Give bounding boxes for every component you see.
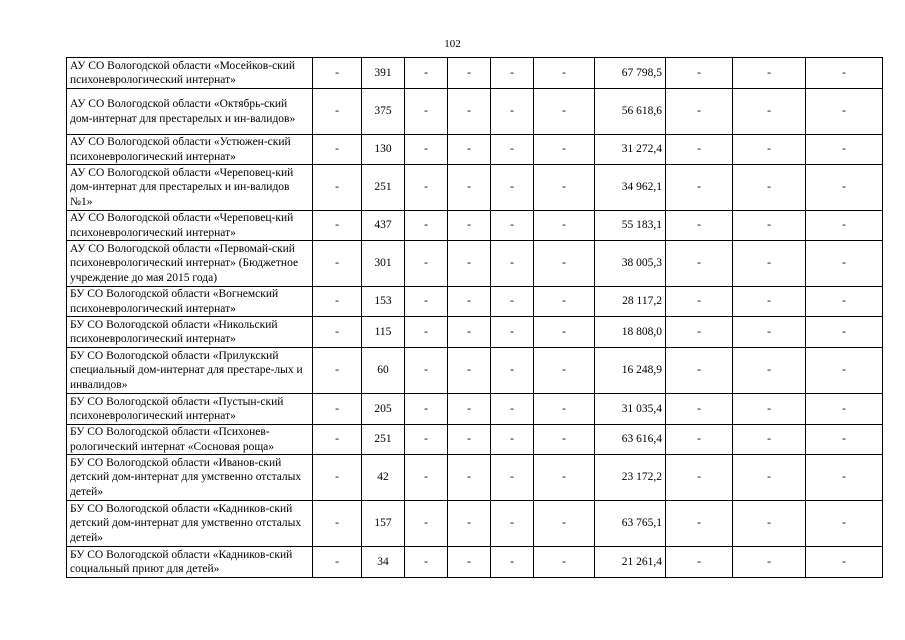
- empty-cell: -: [806, 455, 883, 501]
- empty-cell: -: [491, 455, 534, 501]
- empty-cell: -: [534, 58, 595, 89]
- table-row: [67, 547, 883, 578]
- empty-cell: -: [534, 317, 595, 348]
- empty-cell: -: [806, 501, 883, 547]
- institution-name-cell: АУ СО Вологодской области «Октябрь-ский дом-интернат для престарелых и ин-валидов»: [67, 89, 313, 135]
- institution-name-cell: АУ СО Вологодской области «Череповец-кий дом-интернат для престарелых и ин-валидов №1»: [67, 165, 313, 211]
- empty-cell: -: [666, 547, 733, 578]
- empty-cell: -: [448, 165, 491, 211]
- empty-cell: -: [666, 241, 733, 287]
- empty-cell: -: [534, 425, 595, 455]
- empty-cell: -: [666, 89, 733, 135]
- institution-name-cell: АУ СО Вологодской области «Первомай-ский психоневрологический интернат» (Бюджетное учреждение до мая 2015 года): [67, 241, 313, 287]
- table-row: [67, 394, 883, 425]
- amount-cell: 28 117,2: [595, 287, 666, 317]
- amount-cell: 31 272,4: [595, 135, 666, 165]
- empty-cell: -: [448, 241, 491, 287]
- amount-cell: 55 183,1: [595, 211, 666, 241]
- capacity-cell: 130: [362, 135, 405, 165]
- amount-cell: 63 765,1: [595, 501, 666, 547]
- empty-cell: -: [405, 501, 448, 547]
- table-row: [67, 89, 883, 135]
- empty-cell: -: [405, 317, 448, 348]
- empty-cell: -: [666, 348, 733, 394]
- empty-cell: -: [313, 425, 362, 455]
- empty-cell: -: [313, 394, 362, 425]
- empty-cell: -: [405, 455, 448, 501]
- empty-cell: -: [405, 348, 448, 394]
- empty-cell: -: [666, 135, 733, 165]
- table-row: [67, 211, 883, 241]
- table-row: [67, 241, 883, 287]
- empty-cell: -: [313, 501, 362, 547]
- empty-cell: -: [491, 394, 534, 425]
- empty-cell: -: [491, 165, 534, 211]
- empty-cell: -: [491, 317, 534, 348]
- empty-cell: -: [448, 394, 491, 425]
- empty-cell: -: [666, 211, 733, 241]
- amount-cell: 16 248,9: [595, 348, 666, 394]
- institution-name-cell: АУ СО Вологодской области «Мосейков-ский психоневрологический интернат»: [67, 58, 313, 89]
- empty-cell: -: [733, 348, 806, 394]
- empty-cell: -: [405, 211, 448, 241]
- empty-cell: -: [405, 135, 448, 165]
- amount-cell: 34 962,1: [595, 165, 666, 211]
- empty-cell: -: [666, 58, 733, 89]
- institution-name-cell: БУ СО Вологодской области «Никольский психоневрологический интернат»: [67, 317, 313, 348]
- empty-cell: -: [733, 501, 806, 547]
- empty-cell: -: [448, 425, 491, 455]
- capacity-cell: 251: [362, 425, 405, 455]
- empty-cell: -: [733, 394, 806, 425]
- institution-name-cell: АУ СО Вологодской области «Череповец-кий психоневрологический интернат»: [67, 211, 313, 241]
- empty-cell: -: [405, 287, 448, 317]
- empty-cell: -: [405, 89, 448, 135]
- capacity-cell: 60: [362, 348, 405, 394]
- empty-cell: -: [405, 394, 448, 425]
- empty-cell: -: [806, 135, 883, 165]
- empty-cell: -: [666, 394, 733, 425]
- empty-cell: -: [534, 165, 595, 211]
- empty-cell: -: [534, 394, 595, 425]
- empty-cell: -: [448, 58, 491, 89]
- table-row: [67, 425, 883, 455]
- capacity-cell: 205: [362, 394, 405, 425]
- empty-cell: -: [448, 89, 491, 135]
- capacity-cell: 115: [362, 317, 405, 348]
- empty-cell: -: [806, 211, 883, 241]
- empty-cell: -: [733, 135, 806, 165]
- empty-cell: -: [448, 211, 491, 241]
- empty-cell: -: [806, 287, 883, 317]
- empty-cell: -: [806, 58, 883, 89]
- empty-cell: -: [313, 317, 362, 348]
- empty-cell: -: [448, 501, 491, 547]
- empty-cell: -: [534, 211, 595, 241]
- empty-cell: -: [666, 455, 733, 501]
- empty-cell: -: [733, 317, 806, 348]
- empty-cell: -: [534, 135, 595, 165]
- empty-cell: -: [666, 317, 733, 348]
- empty-cell: -: [313, 135, 362, 165]
- empty-cell: -: [666, 425, 733, 455]
- empty-cell: -: [448, 135, 491, 165]
- empty-cell: -: [491, 58, 534, 89]
- institution-name-cell: БУ СО Вологодской области «Вогнемский психоневрологический интернат»: [67, 287, 313, 317]
- amount-cell: 21 261,4: [595, 547, 666, 578]
- page-number: 102: [444, 38, 461, 50]
- empty-cell: -: [313, 287, 362, 317]
- empty-cell: -: [405, 241, 448, 287]
- capacity-cell: 42: [362, 455, 405, 501]
- institutions-table: [66, 57, 883, 578]
- empty-cell: -: [666, 501, 733, 547]
- amount-cell: 67 798,5: [595, 58, 666, 89]
- empty-cell: -: [491, 89, 534, 135]
- empty-cell: -: [733, 547, 806, 578]
- empty-cell: -: [534, 348, 595, 394]
- amount-cell: 18 808,0: [595, 317, 666, 348]
- empty-cell: -: [448, 455, 491, 501]
- amount-cell: 38 005,3: [595, 241, 666, 287]
- table-row: [67, 165, 883, 211]
- capacity-cell: 153: [362, 287, 405, 317]
- empty-cell: -: [806, 547, 883, 578]
- empty-cell: -: [491, 547, 534, 578]
- empty-cell: -: [491, 135, 534, 165]
- empty-cell: -: [666, 165, 733, 211]
- empty-cell: -: [534, 287, 595, 317]
- empty-cell: -: [313, 211, 362, 241]
- empty-cell: -: [405, 58, 448, 89]
- empty-cell: -: [534, 455, 595, 501]
- capacity-cell: 391: [362, 58, 405, 89]
- empty-cell: -: [806, 317, 883, 348]
- table-row: [67, 317, 883, 348]
- empty-cell: -: [733, 211, 806, 241]
- empty-cell: -: [405, 425, 448, 455]
- empty-cell: -: [733, 287, 806, 317]
- empty-cell: -: [313, 348, 362, 394]
- institution-name-cell: АУ СО Вологодской области «Устюжен-ский психоневрологический интернат»: [67, 135, 313, 165]
- empty-cell: -: [448, 317, 491, 348]
- empty-cell: -: [313, 89, 362, 135]
- capacity-cell: 437: [362, 211, 405, 241]
- empty-cell: -: [313, 455, 362, 501]
- capacity-cell: 375: [362, 89, 405, 135]
- empty-cell: -: [733, 241, 806, 287]
- empty-cell: -: [733, 165, 806, 211]
- empty-cell: -: [491, 348, 534, 394]
- empty-cell: -: [313, 58, 362, 89]
- empty-cell: -: [806, 394, 883, 425]
- empty-cell: -: [405, 165, 448, 211]
- empty-cell: -: [491, 211, 534, 241]
- empty-cell: -: [448, 287, 491, 317]
- table-row: [67, 135, 883, 165]
- empty-cell: -: [806, 348, 883, 394]
- empty-cell: -: [534, 89, 595, 135]
- table-row: [67, 348, 883, 394]
- table-row: [67, 287, 883, 317]
- amount-cell: 63 616,4: [595, 425, 666, 455]
- table-body: [67, 58, 883, 578]
- institution-name-cell: БУ СО Вологодской области «Кадников-ский детский дом-интернат для умственно отсталых детей»: [67, 501, 313, 547]
- empty-cell: -: [534, 547, 595, 578]
- empty-cell: -: [733, 425, 806, 455]
- table-row: [67, 501, 883, 547]
- institution-name-cell: БУ СО Вологодской области «Пустын-ский психоневрологический интернат»: [67, 394, 313, 425]
- empty-cell: -: [405, 547, 448, 578]
- institution-name-cell: БУ СО Вологодской области «Психонев-рологический интернат «Сосновая роща»: [67, 425, 313, 455]
- empty-cell: -: [806, 165, 883, 211]
- institution-name-cell: БУ СО Вологодской области «Иванов-ский детский дом-интернат для умственно отсталых детей»: [67, 455, 313, 501]
- table-row: [67, 58, 883, 89]
- institution-name-cell: БУ СО Вологодской области «Прилукский специальный дом-интернат для престаре-лых и инвалидов»: [67, 348, 313, 394]
- empty-cell: -: [491, 287, 534, 317]
- capacity-cell: 301: [362, 241, 405, 287]
- empty-cell: -: [313, 547, 362, 578]
- empty-cell: -: [313, 165, 362, 211]
- capacity-cell: 34: [362, 547, 405, 578]
- empty-cell: -: [448, 547, 491, 578]
- empty-cell: -: [806, 425, 883, 455]
- empty-cell: -: [806, 89, 883, 135]
- table-row: [67, 455, 883, 501]
- capacity-cell: 157: [362, 501, 405, 547]
- amount-cell: 31 035,4: [595, 394, 666, 425]
- capacity-cell: 251: [362, 165, 405, 211]
- institution-name-cell: БУ СО Вологодской области «Кадников-ский социальный приют для детей»: [67, 547, 313, 578]
- empty-cell: -: [806, 241, 883, 287]
- empty-cell: -: [491, 241, 534, 287]
- empty-cell: -: [448, 348, 491, 394]
- empty-cell: -: [666, 287, 733, 317]
- empty-cell: -: [733, 58, 806, 89]
- empty-cell: -: [491, 425, 534, 455]
- empty-cell: -: [534, 241, 595, 287]
- amount-cell: 56 618,6: [595, 89, 666, 135]
- amount-cell: 23 172,2: [595, 455, 666, 501]
- empty-cell: -: [733, 455, 806, 501]
- empty-cell: -: [534, 501, 595, 547]
- empty-cell: -: [491, 501, 534, 547]
- empty-cell: -: [313, 241, 362, 287]
- empty-cell: -: [733, 89, 806, 135]
